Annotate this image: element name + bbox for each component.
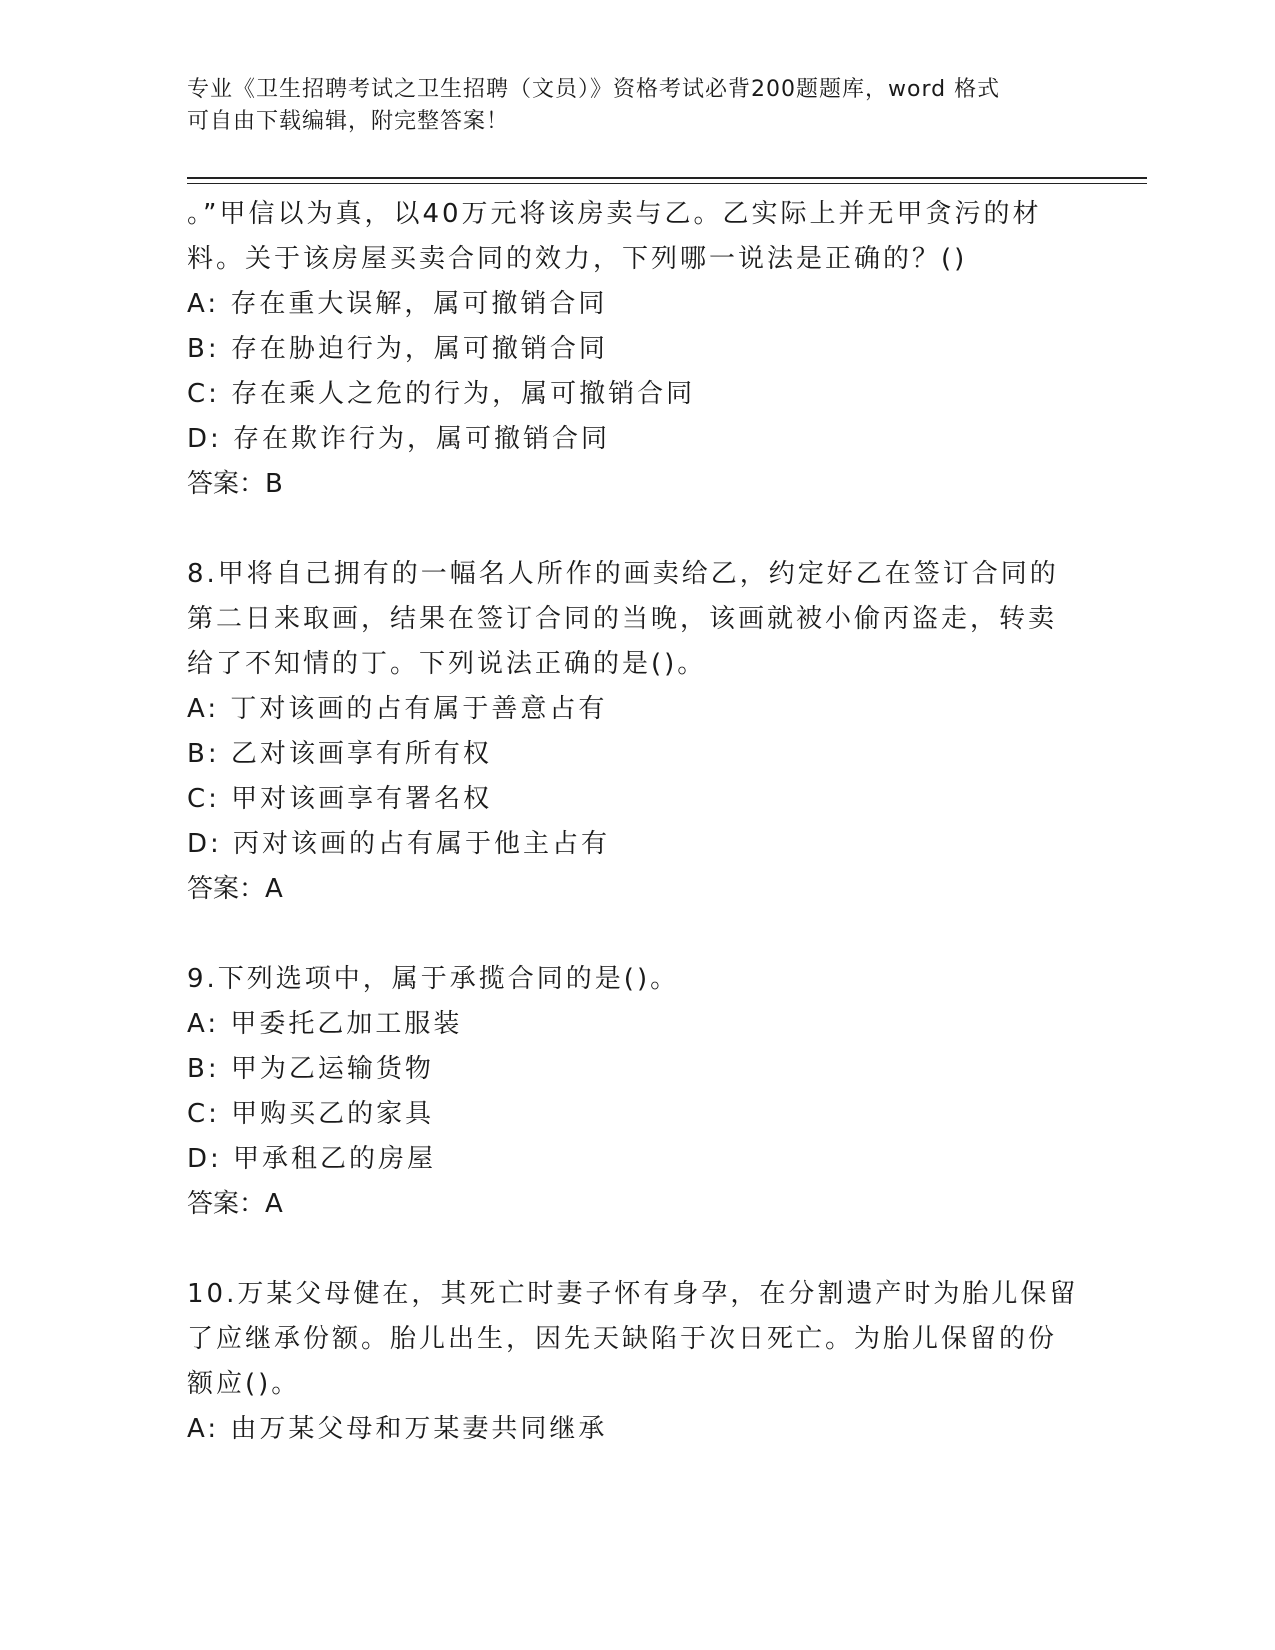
option-a: A: 由万某父母和万某妻共同继承 [187,1414,608,1444]
document-header [187,74,1067,138]
option-a: A: 丁对该画的占有属于善意占有 [187,694,608,724]
option-c: C: 甲购买乙的家具 [187,1099,435,1129]
question-text-line: 。”甲信以为真，以40万元将该房卖与乙。乙实际上并无甲贪污的材 [187,199,1042,229]
question-text-line: 了应继承份额。胎儿出生，因先天缺陷于次日死亡。为胎儿保留的份 [187,1324,1058,1354]
question-text-line: 9.下列选项中，属于承揽合同的是()。 [187,964,680,994]
question-text-line: 第二日来取画，结果在签订合同的当晚，该画就被小偷丙盗走，转卖 [187,604,1058,634]
option-b: B: 乙对该画享有所有权 [187,739,492,769]
option-a: A: 存在重大误解，属可撤销合同 [187,289,608,319]
question-8 [187,552,1077,912]
header-divider-thin [187,183,1147,184]
answer: 答案：A [187,1189,283,1219]
question-list [187,192,1077,1452]
question-7 [187,192,1077,507]
option-d: D: 存在欺诈行为，属可撤销合同 [187,424,611,454]
question-text-line: 8.甲将自己拥有的一幅名人所作的画卖给乙，约定好乙在签订合同的 [187,559,1059,589]
header-divider-thick [187,177,1147,179]
option-b: B: 甲为乙运输货物 [187,1054,434,1084]
header-line-2: 可自由下载编辑，附完整答案！ [187,109,510,134]
answer: 答案：B [187,469,283,499]
question-text-line: 额应()。 [187,1369,301,1399]
answer: 答案：A [187,874,283,904]
option-a: A: 甲委托乙加工服装 [187,1009,463,1039]
option-c: C: 甲对该画享有署名权 [187,784,493,814]
question-text-line: 给了不知情的丁。下列说法正确的是()。 [187,649,707,679]
option-b: B: 存在胁迫行为，属可撤销合同 [187,334,608,364]
option-d: D: 甲承租乙的房屋 [187,1144,437,1174]
question-10 [187,1272,1077,1452]
option-d: D: 丙对该画的占有属于他主占有 [187,829,611,859]
question-text-line: 料。关于该房屋买卖合同的效力，下列哪一说法是正确的？() [187,244,968,274]
header-line-1: 专业《卫生招聘考试之卫生招聘（文员）》资格考试必背200题题库，word 格式 [187,77,1001,102]
question-9 [187,957,1077,1227]
question-text-line: 10.万某父母健在，其死亡时妻子怀有身孕，在分割遗产时为胎儿保留 [187,1279,1079,1309]
option-c: C: 存在乘人之危的行为，属可撤销合同 [187,379,696,409]
